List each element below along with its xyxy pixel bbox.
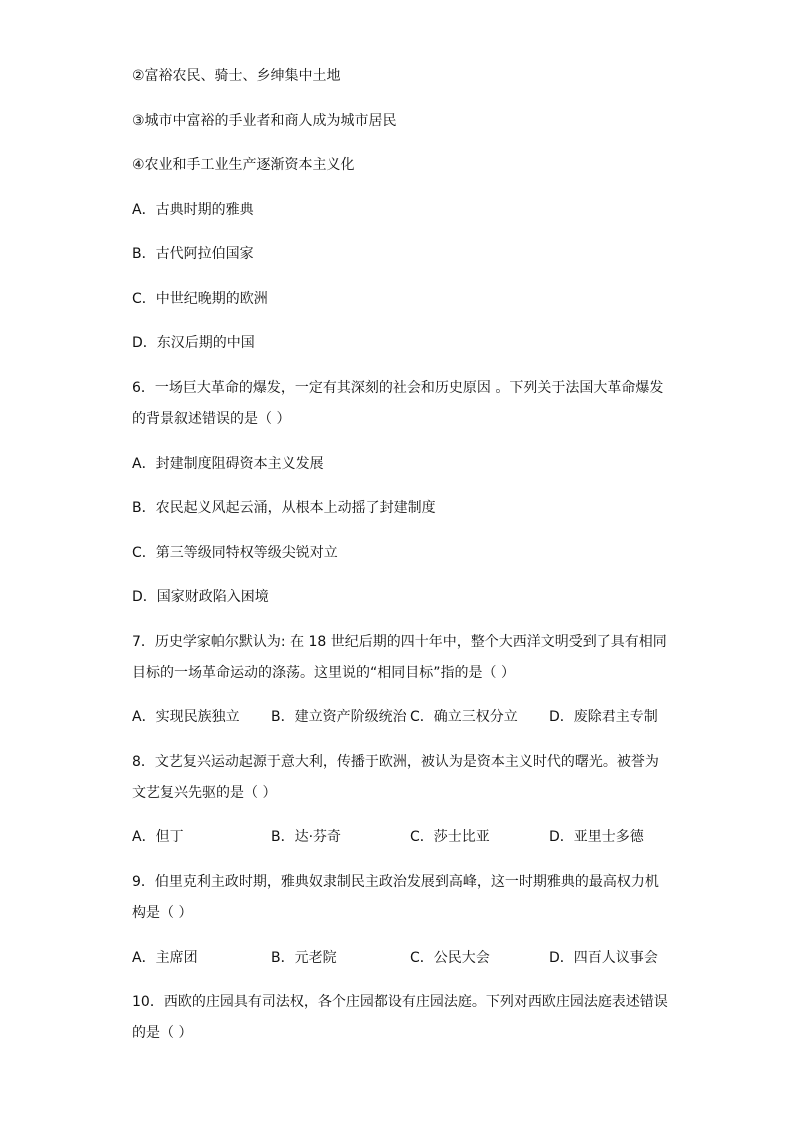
q7-option-c: C．确立三权分立 [410,709,518,725]
q9-option-b: B．元老院 [271,950,337,966]
q8-stem-line1: 8．文艺复兴运动起源于意大利，传播于欧洲，被认为是资本主义时代的曙光。被誉为 [132,754,659,770]
q9-options [132,949,672,967]
q7-stem-line1: 7．历史学家帕尔默认为: 在 18 世纪后期的四十年中，整个大西洋文明受到了具有相同 [132,634,667,650]
q6-option-c: C．第三等级同特权等级尖锐对立 [132,545,338,561]
q5-item-2: ②富裕农民、骑士、乡绅集中土地 [132,68,341,84]
q9-stem-line1: 9．伯里克利主政时期，雅典奴隶制民主政治发展到高峰，这一时期雅典的最高权力机 [132,874,659,890]
q5-item-3: ③城市中富裕的手业者和商人成为城市居民 [132,113,397,129]
q6-option-d: D．国家财政陷入困境 [132,589,269,605]
q10-stem-line1: 10．西欧的庄园具有司法权，各个庄园都设有庄园法庭。下列对西欧庄园法庭表述错误 [132,994,668,1010]
q6-option-b: B．农民起义风起云涌，从根本上动摇了封建制度 [132,500,436,516]
q7-option-a: A．实现民族独立 [132,709,240,725]
q7-option-b: B．建立资产阶级统治 [271,709,407,725]
q5-option-d: D．东汉后期的中国 [132,335,255,351]
q8-options [132,828,672,846]
q8-stem-line2: 文艺复兴先驱的是（ ） [132,785,277,801]
q8-option-d: D．亚里士多德 [549,829,644,845]
q5-option-c: C．中世纪晚期的欧洲 [132,291,268,307]
q6-option-a: A．封建制度阻碍资本主义发展 [132,456,324,472]
q6-stem-line1: 6．一场巨大革命的爆发，一定有其深刻的社会和历史原因 。下列关于法国大革命爆发 [132,380,664,396]
q9-stem-line2: 构是（ ） [132,905,193,921]
q8-option-a: A．但丁 [132,829,184,845]
q5-option-b: B．古代阿拉伯国家 [132,246,254,262]
q7-options [132,708,672,726]
q9-option-d: D．四百人议事会 [549,950,658,966]
q10-stem-line2: 的是（ ） [132,1025,193,1041]
q9-option-c: C．公民大会 [410,950,490,966]
q6-stem-line2: 的背景叙述错误的是（ ） [132,411,291,427]
q8-option-c: C．莎士比亚 [410,829,490,845]
q7-stem-line2: 目标的一场革命运动的涤荡。这里说的“相同目标”指的是（ ） [132,665,515,681]
q7-option-d: D．废除君主专制 [549,709,658,725]
q9-option-a: A．主席团 [132,950,198,966]
q5-item-4: ④农业和手工业生产逐渐资本主义化 [132,157,355,173]
q5-option-a: A．古典时期的雅典 [132,202,254,218]
q8-option-b: B．达·芬奇 [271,829,342,845]
